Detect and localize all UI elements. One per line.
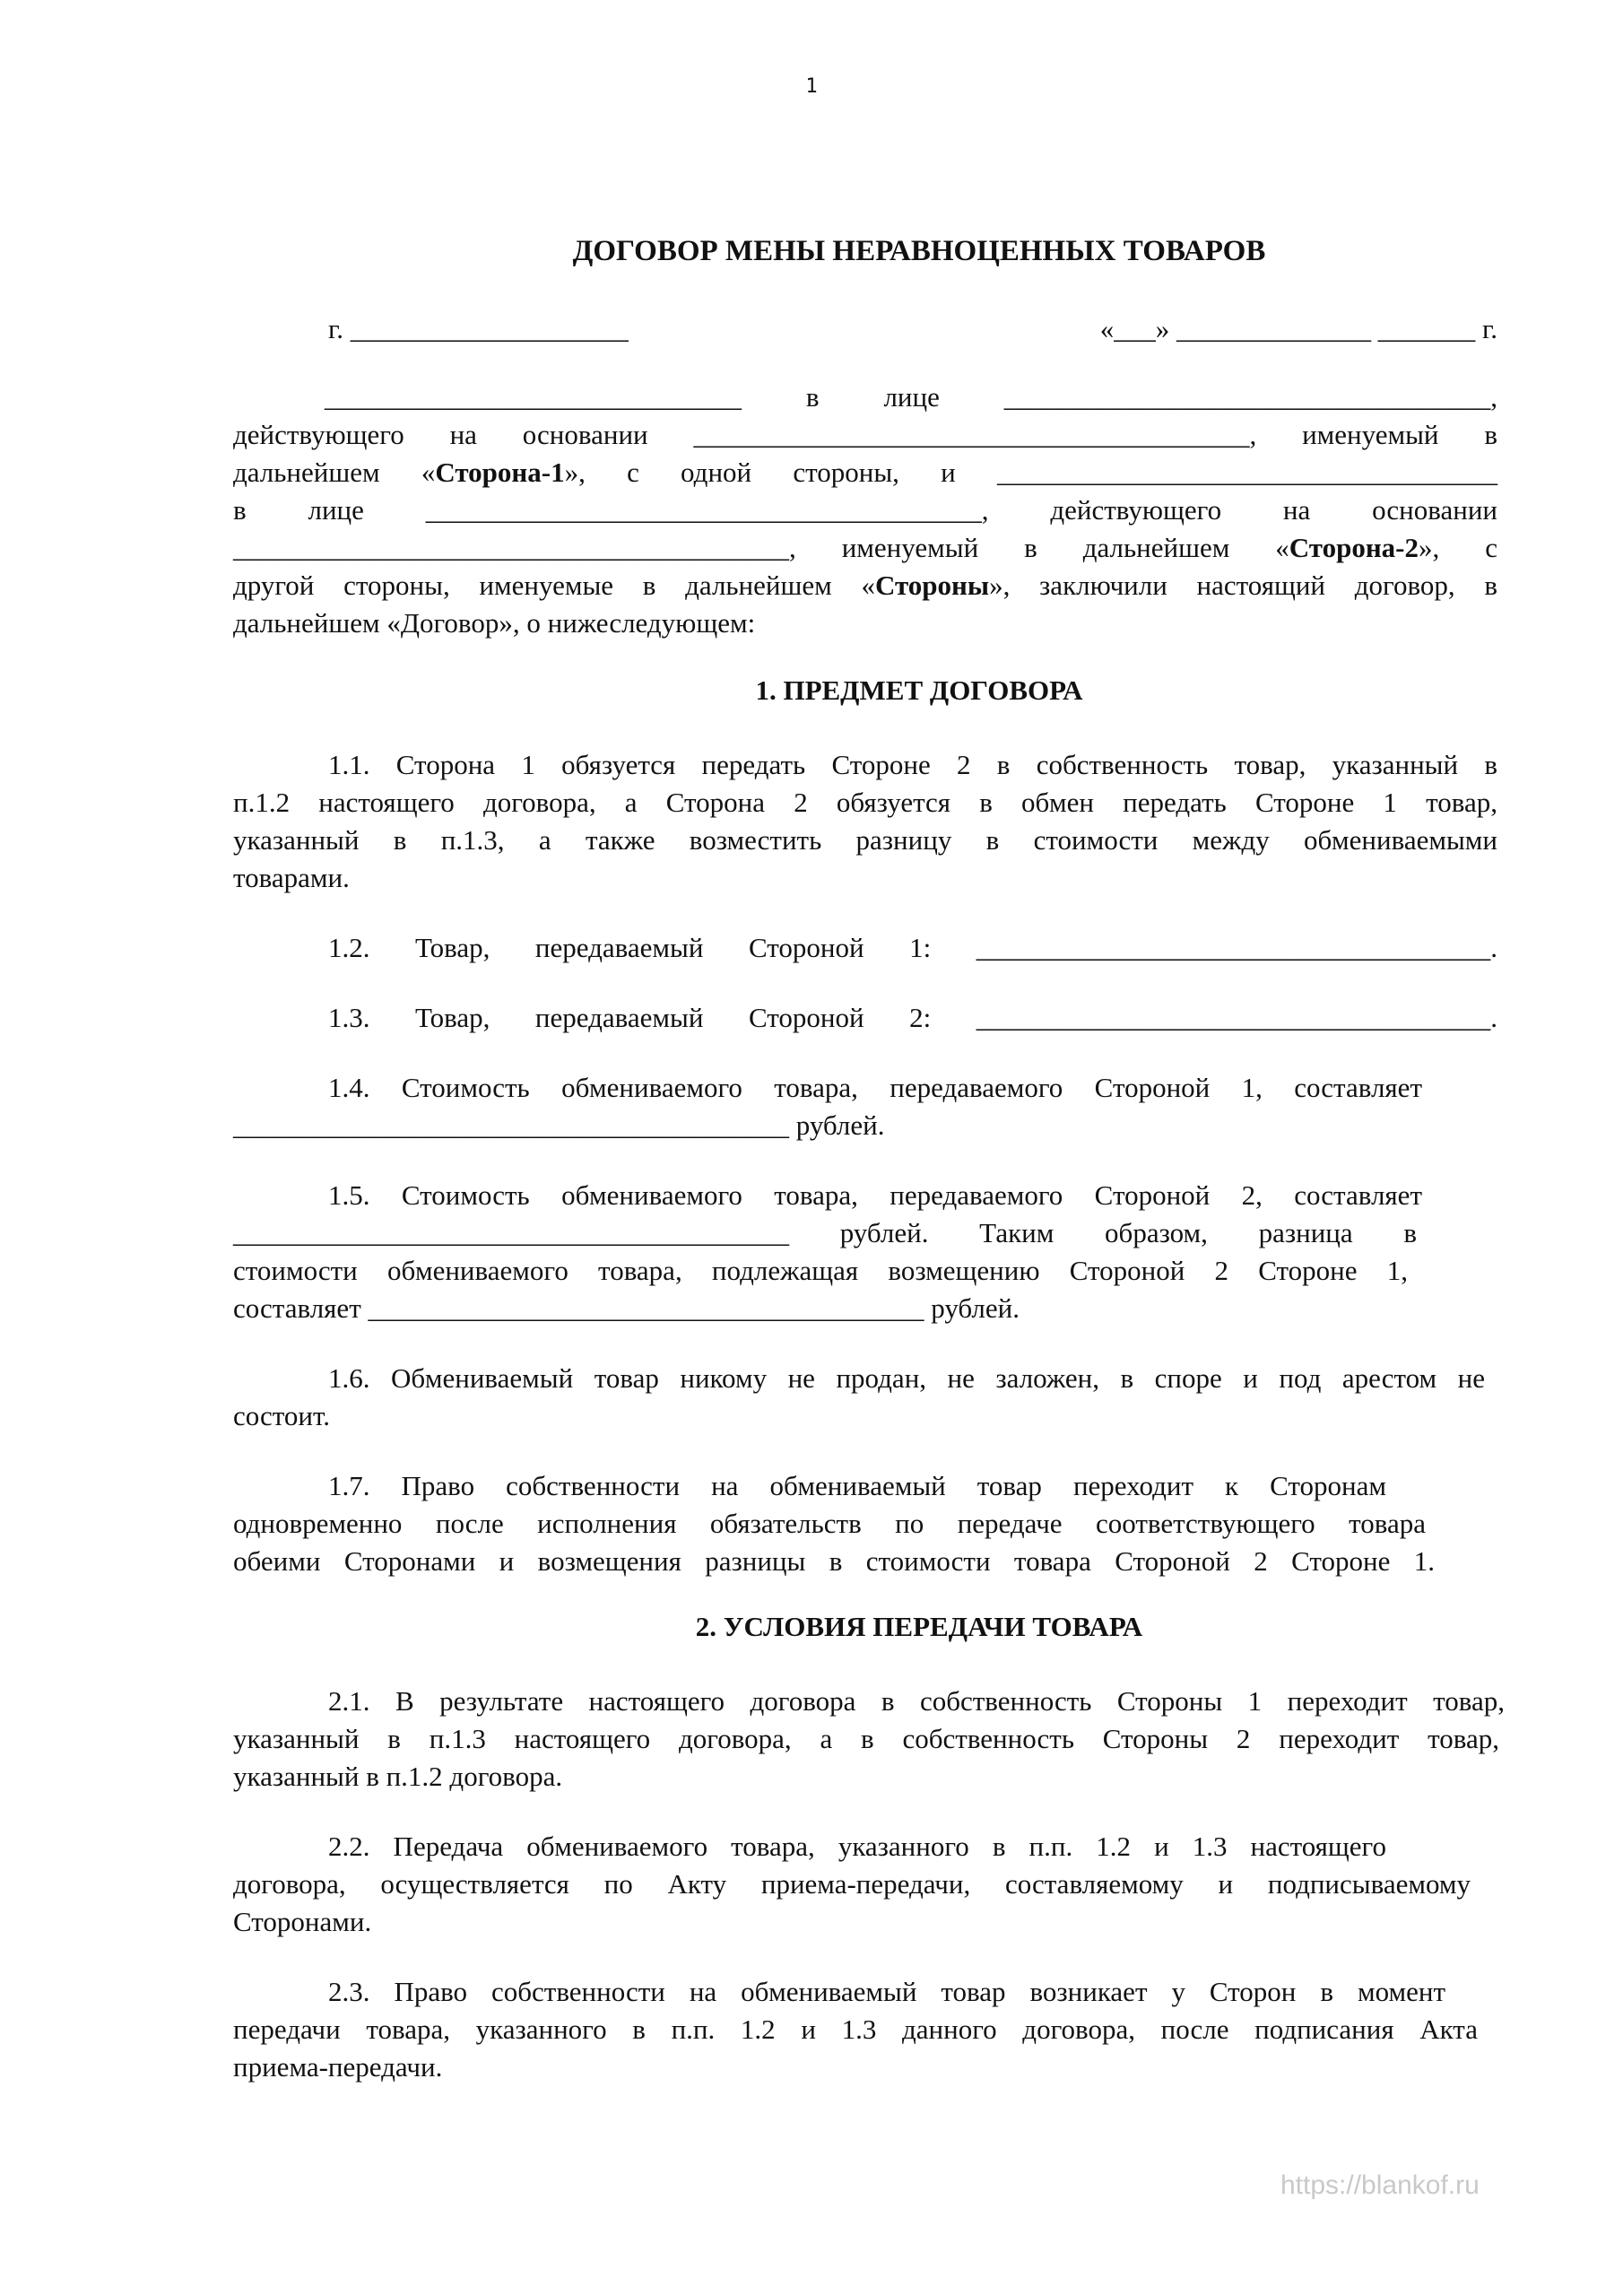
clause-1-2: 1.2. Товар, передаваемый Стороной 1: _____________________________________. [328, 932, 1497, 963]
preamble-line-2: действующего на основании ________________________________________, именуемый в [233, 419, 1497, 450]
watermark-link[interactable]: https://blankof.ru [1280, 2170, 1480, 2200]
clause-2-2-line-1: 2.2. Передача обмениваемого товара, указанного в п.п. 1.2 и 1.3 настоящего [328, 1831, 1386, 1862]
clause-2-3-line-2: передачи товара, указанного в п.п. 1.2 и 1.3 данного договора, после подписания Акта [233, 2013, 1478, 2045]
clause-1-1-line-1: 1.1. Сторона 1 обязуется передать Стороне 2 в собственность товар, указанный в [328, 749, 1497, 780]
parties-term: Стороны [874, 570, 990, 601]
date-field: «___» ______________ _______ г. [1099, 313, 1497, 344]
clause-1-1-line-3: указанный в п.1.3, а также возместить разницу в стоимости между обмениваемыми [233, 824, 1497, 856]
clause-1-1-line-2: п.1.2 настоящего договора, а Сторона 2 обязуется в обмен передать Стороне 1 товар, [233, 787, 1497, 818]
page-number: 1 [805, 75, 818, 98]
party-1-name: Сторона-1 [435, 457, 565, 488]
preamble-line-4: в лице ________________________________________, действующего на основании [233, 494, 1497, 526]
preamble-line-6: другой стороны, именуемые в дальнейшем «Стороны», заключили настоящий договор, в [233, 570, 1497, 601]
city-field: г. ____________________ [328, 313, 629, 344]
clause-2-1-line-2: указанный в п.1.3 настоящего договора, а в собственность Стороны 2 переходит товар, [233, 1723, 1499, 1754]
clause-1-7-line-3: обеими Сторонами и возмещения разницы в стоимости товара Стороной 2 Стороне 1. [233, 1545, 1435, 1577]
clause-1-6-line-2: состоит. [233, 1400, 330, 1431]
preamble-line-3: дальнейшем «Сторона-1», с одной стороны, и ____________________________________ [233, 457, 1497, 488]
preamble-line-5: ________________________________________, именуемый в дальнейшем «Сторона-2», с [233, 532, 1497, 563]
clause-2-3-line-1: 2.3. Право собственности на обмениваемый товар возникает у Сторон в момент [328, 1976, 1445, 2007]
clause-1-4-line-1: 1.4. Стоимость обмениваемого товара, передаваемого Стороной 1, составляет [328, 1072, 1422, 1103]
section-1-heading: 1. ПРЕДМЕТ ДОГОВОРА [755, 674, 1083, 706]
clause-1-5-line-4: составляет ________________________________________ рублей. [233, 1292, 1020, 1324]
document-title: ДОГОВОР МЕНЫ НЕРАВНОЦЕННЫХ ТОВАРОВ [572, 235, 1266, 267]
clause-1-5-line-2: ________________________________________ рублей. Таким образом, разница в [233, 1217, 1417, 1248]
clause-2-3-line-3: приема-передачи. [233, 2051, 443, 2083]
clause-2-1-line-3: указанный в п.1.2 договора. [233, 1761, 563, 1792]
preamble-line-7: дальнейшем «Договор», о нижеследующем: [233, 607, 756, 639]
clause-1-1-line-4: товарами. [233, 862, 350, 893]
clause-1-7-line-1: 1.7. Право собственности на обмениваемый товар переходит к Сторонам [328, 1470, 1386, 1501]
preamble-line-1: ______________________________ в лице ___________________________________, [325, 381, 1497, 413]
clause-1-5-line-3: стоимости обмениваемого товара, подлежащая возмещению Стороной 2 Стороне 1, [233, 1255, 1408, 1286]
clause-1-6-line-1: 1.6. Обмениваемый товар никому не продан, не заложен, в споре и под арестом не [328, 1362, 1485, 1394]
clause-1-5-line-1: 1.5. Стоимость обмениваемого товара, передаваемого Стороной 2, составляет [328, 1179, 1422, 1211]
clause-2-2-line-3: Сторонами. [233, 1906, 372, 1937]
section-2-heading: 2. УСЛОВИЯ ПЕРЕДАЧИ ТОВАРА [695, 1611, 1143, 1642]
clause-1-4-line-2: ________________________________________ рублей. [233, 1109, 885, 1141]
party-2-name: Сторона-2 [1289, 532, 1419, 563]
clause-1-7-line-2: одновременно после исполнения обязательств по передаче соответствующего товара [233, 1508, 1426, 1539]
clause-2-2-line-2: договора, осуществляется по Акту приема-передачи, составляемому и подписываемому [233, 1868, 1471, 1900]
clause-1-3: 1.3. Товар, передаваемый Стороной 2: _____________________________________. [328, 1002, 1497, 1033]
clause-2-1-line-1: 2.1. В результате настоящего договора в собственность Стороны 1 переходит товар, [328, 1685, 1505, 1717]
